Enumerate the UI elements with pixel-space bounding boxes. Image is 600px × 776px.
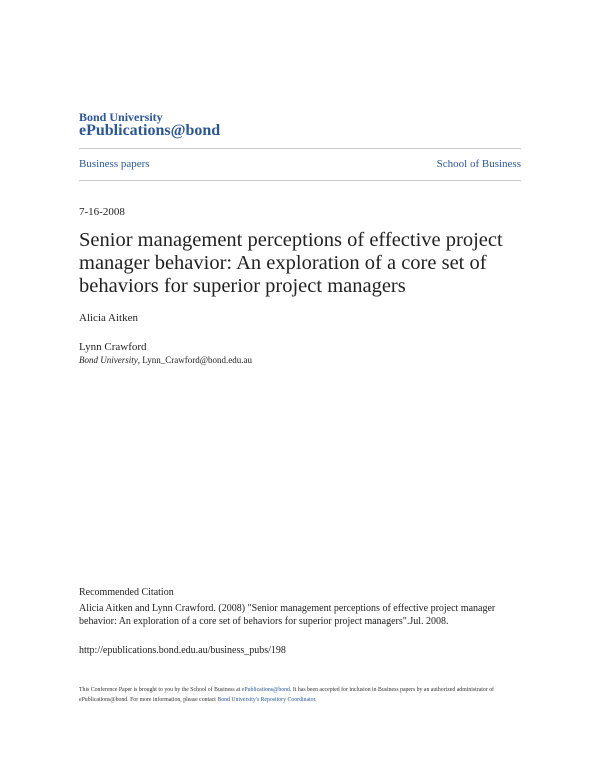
author-affiliation xyxy=(79,355,252,365)
citation-text: Alicia Aitken and Lynn Crawford. (2008) "Senior management perceptions of effective project manager behavior: An exploration of a core set of behaviors for superior project managers".Jul. 2008. xyxy=(79,603,496,627)
repository-name[interactable]: ePublications@bond xyxy=(79,122,221,139)
affiliation-name: Bond University xyxy=(79,355,138,365)
affiliation-separator: , xyxy=(137,355,143,365)
collection-nav xyxy=(79,148,521,181)
institution-name: Bond University xyxy=(79,110,163,124)
footer-note xyxy=(79,685,524,705)
business-papers-link[interactable]: Business papers xyxy=(79,158,150,170)
school-of-business-link[interactable]: School of Business xyxy=(436,158,521,170)
paper-title: Senior management perceptions of effective project manager behavior: An exploration of a core set of behaviors for superior project managers xyxy=(79,229,503,297)
publication-date: 7-16-2008 xyxy=(79,206,125,218)
footer-text-part: . It has been accepted for inclusion in Business papers by an authorized administrator of ePublications@bond. For more information, please contact xyxy=(79,687,494,703)
footer-text-part: . xyxy=(315,697,317,703)
author-name: Alicia Aitken xyxy=(79,312,138,324)
citation-url[interactable]: http://epublications.bond.edu.au/business_pubs/198 xyxy=(79,645,286,656)
repository-coordinator-link[interactable]: Bond University's Repository Coordinator xyxy=(217,697,316,703)
citation-heading: Recommended Citation xyxy=(79,587,174,598)
epublications-link[interactable]: ePublications@bond xyxy=(241,687,290,693)
author-email[interactable]: Lynn_Crawford@bond.edu.au xyxy=(142,355,253,365)
footer-text-part: This Conference Paper is brought to you by the School of Business at xyxy=(79,687,242,693)
author-name: Lynn Crawford xyxy=(79,341,147,353)
